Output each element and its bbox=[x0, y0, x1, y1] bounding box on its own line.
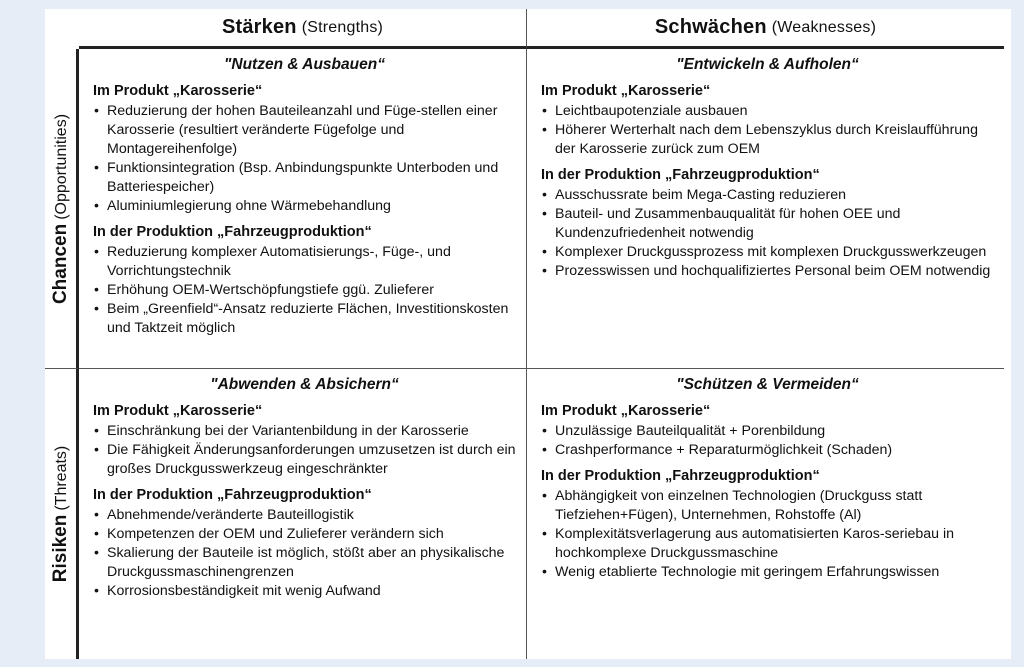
threats-sublabel: (Threats) bbox=[52, 445, 70, 511]
strengths-label: Stärken bbox=[221, 16, 297, 38]
list-item: • Beim „Greenfield“-Ansatz reduzierte Flächen, Investitionskosten und Taktzeit möglich bbox=[93, 300, 516, 338]
list-item: • Bauteil- und Zusammenbauqualität für hohen OEE und Kundenzufriedenheit notwendig bbox=[541, 205, 994, 243]
quadrant-so-title: "Nutzen & Ausbauen“ bbox=[224, 56, 385, 73]
list-item: • Reduzierung der hohen Bauteileanzahl und Füge-stellen einer Karosserie (resultiert veränderte Fügefolge und Montagereihenfolge) bbox=[93, 102, 516, 159]
list-item: • Aluminiumlegierung ohne Wärmebehandlung bbox=[93, 197, 516, 216]
quadrant-wo-title: "Entwickeln & Aufholen“ bbox=[676, 56, 859, 73]
list-item: • Kompetenzen der OEM und Zulieferer verändern sich bbox=[93, 525, 516, 544]
quadrant-so-product-heading: Im Produkt „Karosserie“ bbox=[93, 83, 263, 99]
quadrant-wo-product-heading: Im Produkt „Karosserie“ bbox=[541, 83, 711, 99]
quadrant-wt bbox=[527, 369, 1004, 659]
list-item: • Die Fähigkeit Änderungsanforderungen umzusetzen ist durch ein großes Druckgusswerkzeug eingeschränkter bbox=[93, 441, 516, 479]
list-item: • Prozesswissen und hochqualifiziertes Personal beim OEM notwendig bbox=[541, 262, 994, 281]
quadrant-so bbox=[79, 49, 527, 369]
quadrant-so-production-heading: In der Produktion „Fahrzeugproduktion“ bbox=[93, 224, 372, 240]
quadrant-wt-production-heading: In der Produktion „Fahrzeugproduktion“ bbox=[541, 468, 820, 484]
list-item: • Abnehmende/veränderte Bauteillogistik bbox=[93, 506, 516, 525]
quadrant-wt-product-list bbox=[541, 422, 994, 460]
column-header-strengths bbox=[79, 9, 527, 49]
quadrant-wo-production-heading: In der Produktion „Fahrzeugproduktion“ bbox=[541, 167, 820, 183]
strengths-sublabel: (Strengths) bbox=[301, 18, 384, 36]
list-item: • Crashperformance + Reparaturmöglichkeit (Schaden) bbox=[541, 441, 994, 460]
quadrant-wt-production-list bbox=[541, 487, 994, 582]
quadrant-st-title: "Abwenden & Absichern“ bbox=[210, 376, 399, 393]
list-item: • Erhöhung OEM-Wertschöpfungstiefe ggü. Zulieferer bbox=[93, 281, 516, 300]
list-item: • Wenig etablierte Technologie mit geringem Erfahrungswissen bbox=[541, 563, 994, 582]
column-header-weaknesses bbox=[527, 9, 1004, 49]
swot-matrix bbox=[45, 9, 1011, 659]
opportunities-sublabel: (Opportunities) bbox=[52, 113, 70, 220]
quadrant-wt-title: "Schützen & Vermeiden“ bbox=[676, 376, 859, 393]
opportunities-label: Chancen bbox=[49, 223, 71, 304]
swot-grid bbox=[45, 9, 1011, 659]
quadrant-wo-production-list bbox=[541, 186, 994, 281]
quadrant-st bbox=[79, 369, 527, 659]
list-item: • Ausschussrate beim Mega-Casting reduzieren bbox=[541, 186, 994, 205]
quadrant-wt-product-heading: Im Produkt „Karosserie“ bbox=[541, 403, 711, 419]
quadrant-so-production-list bbox=[93, 243, 516, 338]
list-item: • Korrosionsbeständigkeit mit wenig Aufwand bbox=[93, 582, 516, 601]
quadrant-st-product-heading: Im Produkt „Karosserie“ bbox=[93, 403, 263, 419]
quadrant-st-production-heading: In der Produktion „Fahrzeugproduktion“ bbox=[93, 487, 372, 503]
quadrant-st-production-list bbox=[93, 506, 516, 601]
threats-label: Risiken bbox=[49, 514, 71, 583]
quadrant-so-product-list bbox=[93, 102, 516, 216]
weaknesses-sublabel: (Weaknesses) bbox=[771, 18, 877, 36]
quadrant-wo bbox=[527, 49, 1004, 369]
list-item: • Leichtbaupotenziale ausbauen bbox=[541, 102, 994, 121]
list-item: • Einschränkung bei der Variantenbildung in der Karosserie bbox=[93, 422, 516, 441]
list-item: • Komplexitätsverlagerung aus automatisierten Karos-seriebau in hochkomplexe Druckgussmaschine bbox=[541, 525, 994, 563]
list-item: • Funktionsintegration (Bsp. Anbindungspunkte Unterboden und Batteriespeicher) bbox=[93, 159, 516, 197]
quadrant-st-product-list bbox=[93, 422, 516, 479]
weaknesses-label: Schwächen bbox=[654, 16, 767, 38]
quadrant-wo-product-list bbox=[541, 102, 994, 159]
list-item: • Abhängigkeit von einzelnen Technologien (Druckguss statt Tiefziehen+Fügen), Unternehmen, Rohstoffe (Al) bbox=[541, 487, 994, 525]
list-item: • Unzulässige Bauteilqualität + Porenbildung bbox=[541, 422, 994, 441]
row-header-threats bbox=[45, 369, 79, 659]
list-item: • Skalierung der Bauteile ist möglich, stößt aber an physikalische Druckgussmaschinengrenzen bbox=[93, 544, 516, 582]
list-item: • Höherer Werterhalt nach dem Lebenszyklus durch Kreislaufführung der Karosserie zurück zum OEM bbox=[541, 121, 994, 159]
list-item: • Komplexer Druckgussprozess mit komplexen Druckgusswerkzeugen bbox=[541, 243, 994, 262]
matrix-corner bbox=[45, 9, 79, 49]
row-header-opportunities bbox=[45, 49, 79, 369]
list-item: • Reduzierung komplexer Automatisierungs-, Füge-, und Vorrichtungstechnik bbox=[93, 243, 516, 281]
